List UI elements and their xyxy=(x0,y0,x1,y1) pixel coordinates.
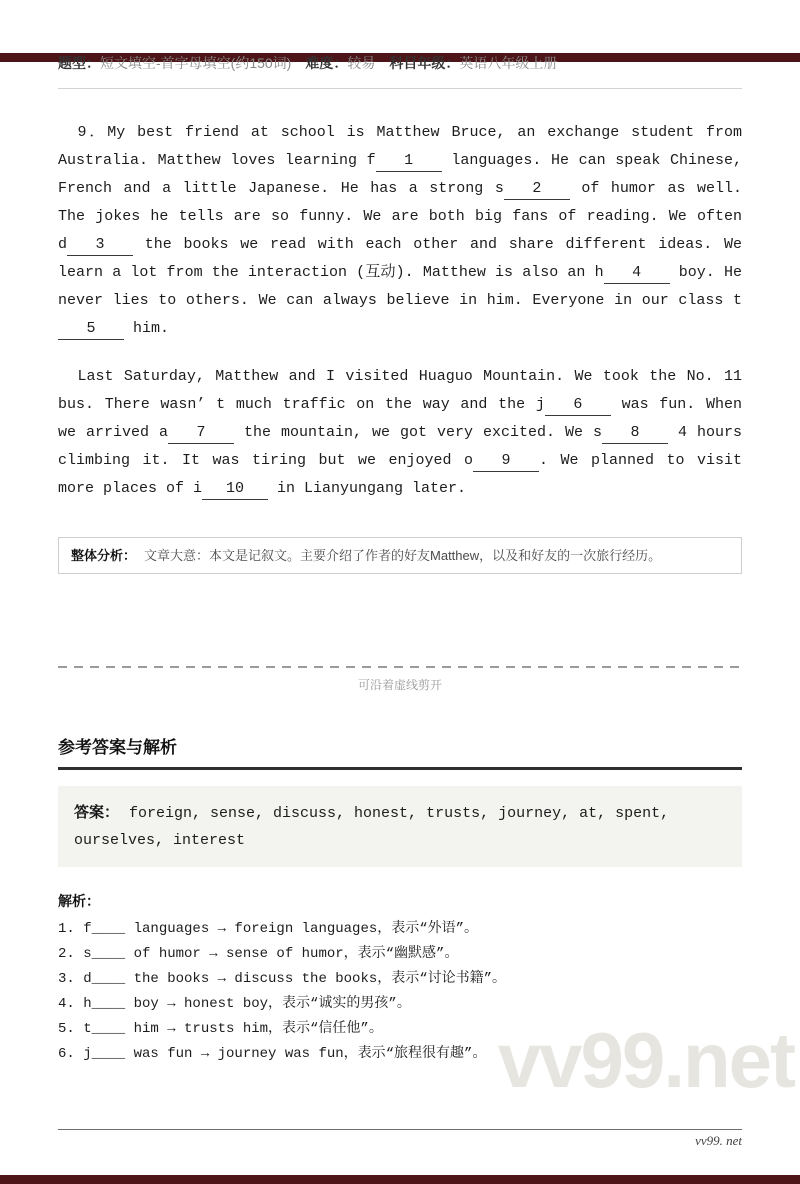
fill-blank: 1 xyxy=(376,151,442,172)
explanation-item: 6. j____ was fun → journey was fun，表示“旅程很有趣”。 xyxy=(58,1046,487,1062)
explanation-item: 4. h____ boy → honest boy，表示“诚实的男孩”。 xyxy=(58,996,411,1012)
meta-grade-label: 科目年级： xyxy=(389,55,460,71)
passage-paragraph: Last Saturday, Matthew and I visited Huaguo Mountain. We took the No. 11 bus. There wasn’ t much traffic on the way and the j 6 was fun. When we arrived a 7 the mountain, we got very excited. We s 8 4 hours climbing it. It was tiring but we enjoyed o 9 . We planned to visit more places of i 10 in Lianyungang later. xyxy=(58,363,742,503)
watermark-text: vv99.net xyxy=(497,1016,794,1104)
fill-blank: 6 xyxy=(545,395,611,416)
passage-paragraph: 9．My best friend at school is Matthew Bruce, an exchange student from Australia. Matthew loves learning f 1 languages. He can speak Chinese, French and a little Japanese. He has a strong s 2 of humor as well. The jokes he tells are so funny. We are both big fans of reading. We often d 3 the books we read with each other and share different ideas. We learn a lot from the interaction (互动). Matthew is also an h 4 boy. He never lies to others. We can always believe in him. Everyone in our class t5 him. xyxy=(58,119,742,343)
page-bottom-accent-bar xyxy=(0,1175,800,1184)
answers-section-title: 参考答案与解析 xyxy=(58,733,742,770)
answer-text: foreign, sense, discuss, honest, trusts, journey, at, spent, ourselves, interest xyxy=(74,805,670,849)
overall-analysis-box xyxy=(58,537,742,574)
explanation-item: 1. f____ languages → foreign languages，表示“外语”。 xyxy=(58,921,479,937)
fill-blank: 4 xyxy=(604,263,670,284)
fill-blank: 10 xyxy=(202,479,268,500)
dashed-cut-line xyxy=(58,666,742,668)
answer-box xyxy=(58,786,742,867)
passage xyxy=(58,119,742,503)
fill-blank: 5 xyxy=(58,319,124,340)
explanation-item: 2. s____ of humor → sense of humor，表示“幽默感”。 xyxy=(58,946,459,962)
footer-site-text: vv99. net xyxy=(695,1133,742,1148)
explanation-item: 3. d____ the books → discuss the books，表示“讨论书籍”。 xyxy=(58,971,507,987)
fill-blank: 7 xyxy=(168,423,234,444)
meta-type-value: 短文填空-首字母填空(约150词) xyxy=(100,55,292,71)
document-page xyxy=(0,53,800,1067)
explanation-item: 5. t____ him → trusts him，表示“信任他”。 xyxy=(58,1021,383,1037)
analysis-text: 文章大意：本文是记叙文。主要介绍了作者的好友Matthew，以及和好友的一次旅行经历。 xyxy=(144,548,662,563)
explanation-label: 解析： xyxy=(58,893,100,909)
meta-difficulty-value: 较易 xyxy=(347,55,376,71)
footer-divider xyxy=(58,1129,742,1130)
meta-grade-value: 英语八年级上册 xyxy=(459,55,558,71)
fill-blank: 2 xyxy=(504,179,570,200)
question-meta-line xyxy=(58,53,742,73)
cut-hint-text: 可沿着虚线剪开 xyxy=(357,678,442,692)
answer-label: 答案： xyxy=(74,804,120,821)
meta-type-label: 题型： xyxy=(58,55,100,71)
explanation-list xyxy=(58,917,742,1067)
header-divider xyxy=(58,88,742,89)
fill-blank: 3 xyxy=(67,235,133,256)
fill-blank: 9 xyxy=(473,451,539,472)
fill-blank: 8 xyxy=(602,423,668,444)
analysis-label: 整体分析： xyxy=(71,548,137,563)
meta-difficulty-label: 难度： xyxy=(305,55,348,71)
